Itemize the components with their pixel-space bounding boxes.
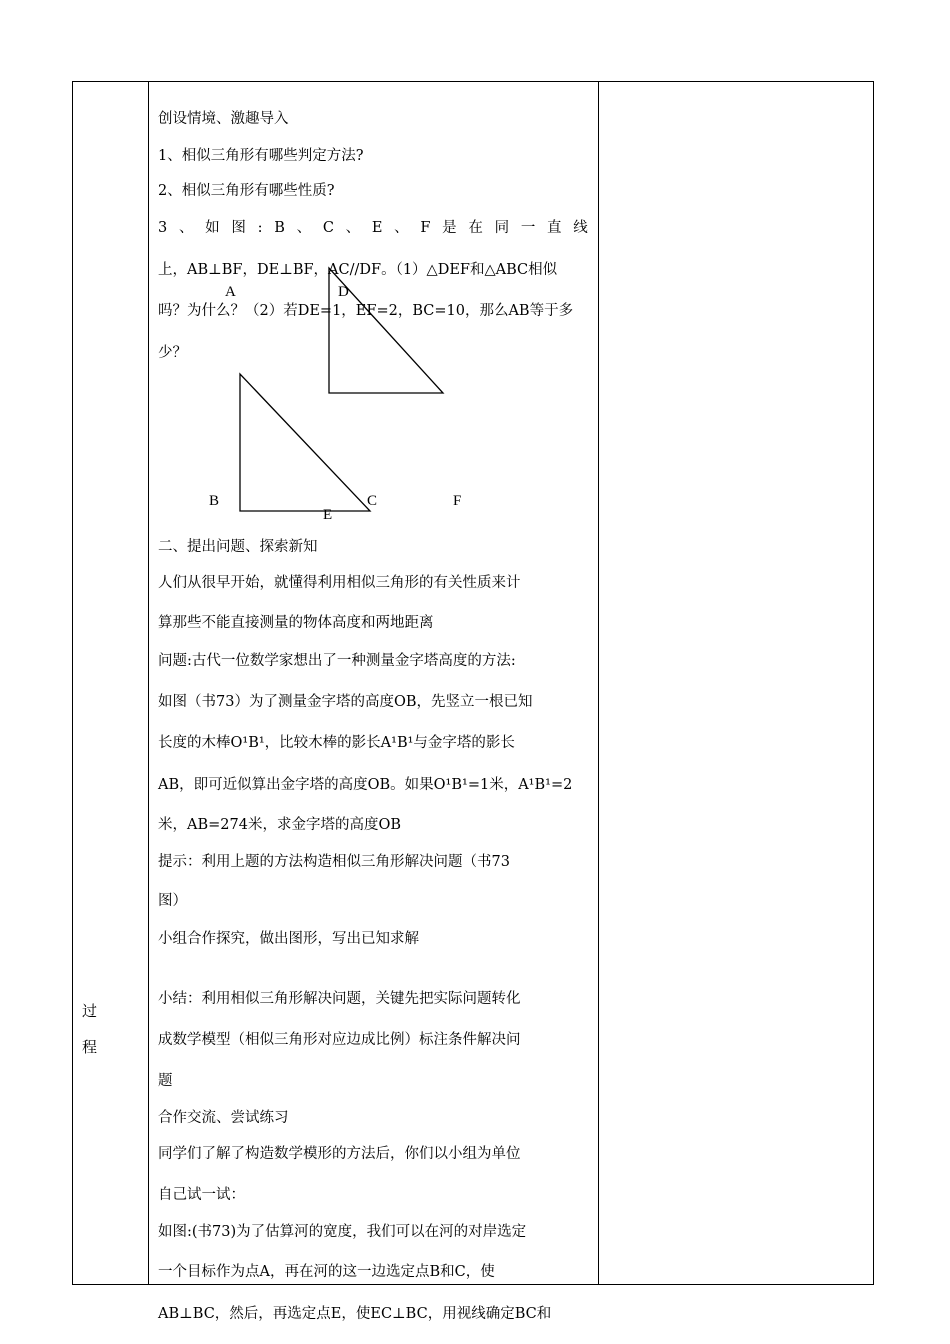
question-3-char: 、 (345, 220, 361, 236)
practice-line: 自己试一试： (158, 1187, 245, 1203)
question-3-line-2: 上，AB⊥BF，DE⊥BF，AC//DF。（1）△DEF和△ABC相似 (158, 262, 558, 278)
question-1: 1、相似三角形有哪些判定方法? (158, 148, 364, 164)
question-3-char: 3 (158, 220, 168, 236)
summary-line: 成数学模型（相似三角形对应边成比例）标注条件解决问 (158, 1032, 521, 1048)
question-3-char: 、 (296, 220, 312, 236)
side-label-char-1: 过 (82, 1002, 98, 1020)
question-3-char: : (257, 220, 263, 236)
question-3-line-4: 少？ (158, 345, 187, 361)
point-label-e: E (323, 507, 333, 523)
question-3-char: 在 (468, 220, 483, 236)
point-label-c: C (367, 493, 378, 509)
practice-line: 一个目标作为点A，再在河的这一边选定点B和C，使 (158, 1264, 495, 1280)
question-3-char: F (420, 220, 431, 236)
question-3-char: 图 (231, 220, 246, 236)
section-heading-practice: 合作交流、尝试练习 (158, 1110, 289, 1126)
point-label-f: F (453, 493, 462, 509)
question-3-char: 、 (394, 220, 409, 236)
group-task-line: 小组合作探究，做出图形，写出已知求解 (158, 931, 419, 947)
section-heading-explore: 二、提出问题、探索新知 (158, 539, 318, 555)
hint-line: 图） (158, 893, 187, 909)
paragraph-line: AB，即可近似算出金字塔的高度OB。如果O¹B¹=1米，A¹B¹=2 (158, 777, 573, 793)
practice-line: 同学们了解了构造数学模形的方法后，你们以小组为单位 (158, 1146, 521, 1162)
question-2: 2、相似三角形有哪些性质? (158, 183, 335, 199)
paragraph-line: 问题:古代一位数学家想出了一种测量金字塔高度的方法: (158, 653, 516, 669)
question-3-char: 直 (547, 220, 562, 236)
question-3-char: 是 (442, 220, 457, 236)
hint-line: 提示：利用上题的方法构造相似三角形解决问题（书73 (158, 854, 510, 870)
paragraph-line: 人们从很早开始，就懂得利用相似三角形的有关性质来计 (158, 575, 521, 591)
paragraph-line: 算那些不能直接测量的物体高度和两地距离 (158, 615, 434, 631)
paragraph-line: 长度的木棒O¹B¹，比较木棒的影长A¹B¹与金字塔的影长 (158, 735, 515, 751)
point-label-d: D (338, 284, 349, 300)
question-3-char: 如 (205, 220, 220, 236)
question-3-char: 同 (494, 220, 510, 236)
summary-line: 题 (158, 1073, 173, 1089)
summary-line: 小结：利用相似三角形解决问题，关键先把实际问题转化 (158, 991, 521, 1007)
question-3-char: 线 (573, 220, 588, 236)
question-3-char: 一 (520, 220, 536, 236)
question-3-line-3: 吗？为什么？（2）若DE=1，EF=2，BC=10，那么AB等于多 (158, 303, 574, 319)
paragraph-line: 米，AB=274米，求金字塔的高度OB (158, 817, 401, 833)
practice-line: 如图:(书73)为了估算河的宽度，我们可以在河的对岸选定 (158, 1224, 527, 1240)
practice-line-overflow: AB⊥BC，然后，再选定点E，使EC⊥BC，用视线确定BC和 (158, 1306, 552, 1322)
point-label-a: A (225, 284, 236, 300)
question-3-char: 、 (178, 220, 194, 236)
question-3-char: E (371, 220, 383, 236)
triangle-abc (240, 374, 370, 511)
point-label-b: B (209, 493, 220, 509)
side-label-char-2: 程 (82, 1038, 98, 1056)
paragraph-line: 如图（书73）为了测量金字塔的高度OB，先竖立一根已知 (158, 694, 533, 710)
question-3-char: C (322, 220, 334, 236)
question-3-char: B (274, 220, 285, 236)
section-heading-intro: 创设情境、激趣导入 (158, 111, 289, 127)
